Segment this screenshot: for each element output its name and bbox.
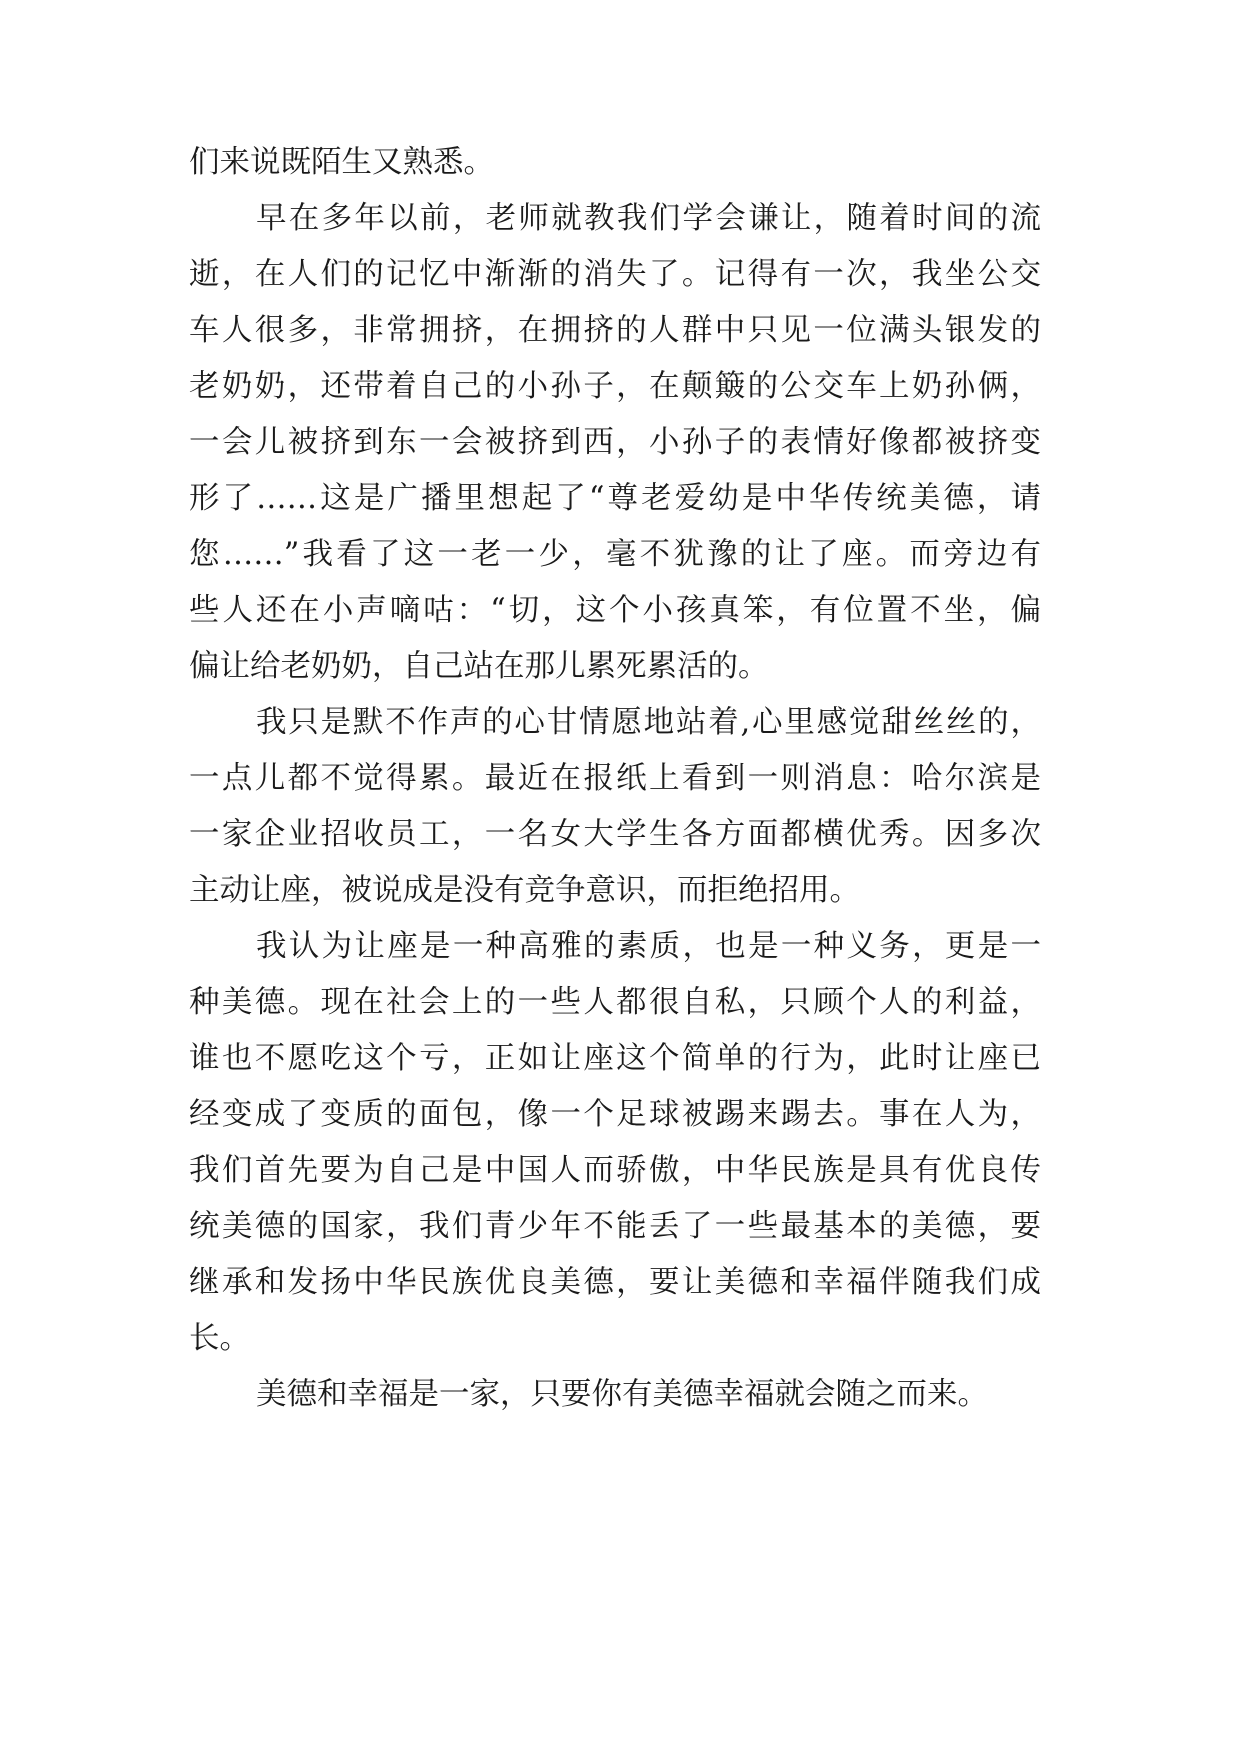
- text-line: 统美德的国家，我们青少年不能丢了一些最基本的美德，要: [189, 1209, 1041, 1244]
- text-line: 谁也不愿吃这个亏，正如让座这个简单的行为，此时让座已: [189, 1041, 1041, 1076]
- text-line: 种美德。现在社会上的一些人都很自私，只顾个人的利益，: [189, 985, 1041, 1020]
- text-line: 偏让给老奶奶，自己站在那儿累死累活的。: [189, 649, 769, 684]
- text-line: 继承和发扬中华民族优良美德，要让美德和幸福伴随我们成: [189, 1265, 1041, 1300]
- text-line: 您……”我看了这一老一少，毫不犹豫的让了座。而旁边有: [189, 537, 1041, 572]
- text-line: 些人还在小声嘀咕：“切，这个小孩真笨，有位置不坐，偏: [189, 593, 1041, 628]
- text-line: 一会儿被挤到东一会被挤到西，小孙子的表情好像都被挤变: [189, 425, 1041, 460]
- paragraph-start-line: 我只是默不作声的心甘情愿地站着,心里感觉甜丝丝的，: [256, 705, 1041, 740]
- text-line: 们来说既陌生又熟悉。: [189, 145, 494, 180]
- text-line: 一点儿都不觉得累。最近在报纸上看到一则消息：哈尔滨是: [189, 761, 1041, 796]
- text-line: 主动让座，被说成是没有竞争意识，而拒绝招用。: [189, 873, 860, 908]
- text-line: 车人很多，非常拥挤，在拥挤的人群中只见一位满头银发的: [189, 313, 1041, 348]
- text-line: 我们首先要为自己是中国人而骄傲，中华民族是具有优良传: [189, 1153, 1041, 1188]
- text-line: 形了……这是广播里想起了“尊老爱幼是中华传统美德，请: [189, 481, 1041, 516]
- text-line: 逝，在人们的记忆中渐渐的消失了。记得有一次，我坐公交: [189, 257, 1041, 292]
- text-line: 长。: [189, 1321, 250, 1356]
- text-line: 老奶奶，还带着自己的小孙子，在颠簸的公交车上奶孙俩，: [189, 369, 1041, 404]
- text-line: 一家企业招收员工，一名女大学生各方面都横优秀。因多次: [189, 817, 1041, 852]
- text-line: 经变成了变质的面包，像一个足球被踢来踢去。事在人为，: [189, 1097, 1041, 1132]
- paragraph-start-line: 我认为让座是一种高雅的素质，也是一种义务，更是一: [256, 929, 1041, 964]
- paragraph-start-line: 早在多年以前，老师就教我们学会谦让，随着时间的流: [256, 201, 1041, 236]
- paragraph-start-line: 美德和幸福是一家，只要你有美德幸福就会随之而来。: [256, 1377, 988, 1412]
